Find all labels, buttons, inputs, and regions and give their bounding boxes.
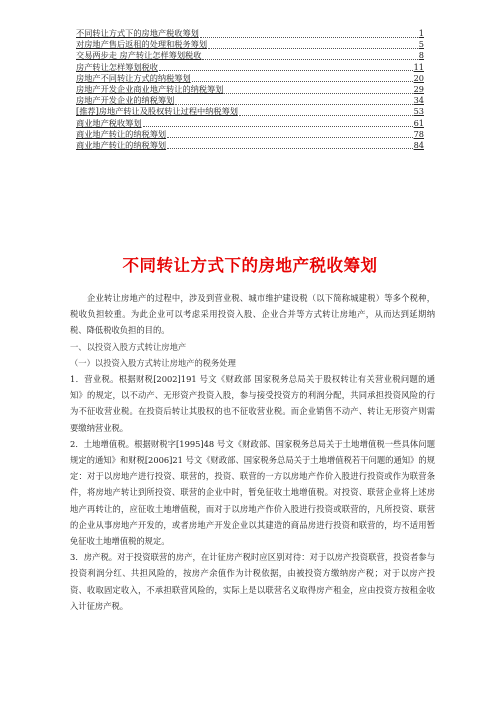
toc-entry-page[interactable]: 84 xyxy=(413,139,424,150)
toc-entry-page[interactable]: 29 xyxy=(413,83,424,94)
toc-entry[interactable] xyxy=(76,140,424,151)
toc-entry-page[interactable]: 78 xyxy=(413,128,424,139)
toc-entry-page[interactable]: 11 xyxy=(413,61,424,72)
toc-entry-title[interactable]: 房地产不同转让方式的纳税筹划 xyxy=(76,72,191,83)
toc-entry-page[interactable]: 8 xyxy=(418,50,424,61)
toc-leader-dots xyxy=(202,52,417,60)
toc-entry-page[interactable]: 20 xyxy=(413,72,424,83)
toc-entry[interactable] xyxy=(76,62,424,73)
table-of-contents xyxy=(76,28,424,151)
toc-entry-title[interactable]: 房地产开发企业商业地产转让的纳税筹划 xyxy=(76,83,224,94)
toc-leader-dots xyxy=(224,86,412,94)
document-title: 不同转让方式下的房地产税收筹划 xyxy=(122,256,378,275)
toc-entry-title[interactable]: 交易两步走 房产转让怎样筹划税收 xyxy=(76,50,202,61)
toc-entry-page[interactable]: 34 xyxy=(413,95,424,106)
toc-leader-dots xyxy=(167,141,413,149)
toc-entry-page[interactable]: 53 xyxy=(413,106,424,117)
toc-entry[interactable] xyxy=(76,106,424,117)
toc-entry[interactable] xyxy=(76,84,424,95)
toc-leader-dots xyxy=(208,41,418,49)
toc-entry-title[interactable]: 商业地产转让的纳税筹划 xyxy=(76,139,167,150)
paragraph-property-tax: 3．房产税。对于投资联营的房产，在计征房产税时应区别对待：对于以房产投资联营，投资者参与投资利润分红、共担风险的，按房产余值作为计税依据，由被投资方缴纳房产税；对于以房产投资、收取固定收入，不承担联营风险的，实际上是以联营名义取得房产租金，应由投资方按租金收入计征房产税。 xyxy=(70,552,435,611)
paragraph-business-tax: 1．营业税。根据财税[2002]191 号文《财政部 国家税务总局关于股权转让有关营业税问题的通知》的规定，以不动产、无形资产投资入股，参与接受投资方的利润分配，共同承担投资风险的行为不征收营业税。在投资后转让其股权的也不征收营业税。而企业销售不动产、转让无形资产则需要缴纳营业税。 xyxy=(70,374,435,433)
toc-entry[interactable] xyxy=(76,118,424,129)
toc-entry[interactable] xyxy=(76,39,424,50)
toc-entry-page[interactable]: 5 xyxy=(418,39,424,50)
toc-entry[interactable] xyxy=(76,73,424,84)
toc-leader-dots xyxy=(239,108,413,116)
toc-leader-dots xyxy=(200,30,418,38)
toc-entry[interactable] xyxy=(76,129,424,140)
toc-leader-dots xyxy=(167,130,413,138)
toc-entry-page[interactable]: 61 xyxy=(413,117,424,128)
toc-entry[interactable] xyxy=(76,95,424,106)
toc-leader-dots xyxy=(159,63,413,71)
intro-paragraph: 企业转让房地产的过程中，涉及到营业税、城市维护建设税（以下简称城建税）等多个税种，税收负担较重。为此企业可以考虑采用投资入股、企业合并等方式转让房地产，从而达到延期纳税、降低税收负担的目的。 xyxy=(70,293,435,336)
toc-entry-title[interactable]: 商业地产税收筹划 xyxy=(76,117,142,128)
toc-leader-dots xyxy=(175,97,412,105)
toc-entry-title[interactable]: 对房地产售后返租的处理和税务筹划 xyxy=(76,39,208,50)
section-heading: 一、以投资入股方式转让房地产 xyxy=(70,341,187,352)
paragraph-land-value-tax: 2．土地增值税。根据财税字[1995]48 号文《财政部、国家税务总局关于土地增值税一些具体问题规定的通知》和财税[2006]21 号文《财政部、国家税务总局关于土地增值税若干问题的通知》的规定：对于以房地产进行投资、联营的，投资、联营的一方以房地产作价入股进行投资或作为联营条件，将房地产转让到所投资、联营的企业中时，暂免征收土地增值税。对投资、联营企业将上述房地产再转让的，应征收土地增值税，而对于以房地产作价入股进行投资或联营的，凡所投资、联营的企业从事房地产开发的，或者房地产开发企业以其建造的商品房进行投资和联营的，均不适用暂免征收土地增值税的规定。 xyxy=(70,438,435,547)
toc-leader-dots xyxy=(143,119,413,127)
toc-entry-title[interactable]: [推荐]房地产转让及股权转让过程中纳税筹划 xyxy=(76,106,238,117)
toc-entry-title[interactable]: 商业地产转让的纳税筹划 xyxy=(76,128,167,139)
toc-entry-title[interactable]: 房地产开发企业的纳税筹划 xyxy=(76,95,175,106)
subsection-heading: （一）以投资入股方式转让房地产的税务处理 xyxy=(70,357,236,368)
toc-entry-title[interactable]: 不同转让方式下的房地产税收筹划 xyxy=(76,28,199,38)
toc-leader-dots xyxy=(192,74,413,82)
toc-entry[interactable] xyxy=(76,28,424,39)
toc-entry[interactable] xyxy=(76,50,424,61)
toc-entry-page[interactable]: 1 xyxy=(418,28,424,38)
toc-entry-title[interactable]: 房产转让怎样筹划税收 xyxy=(76,61,158,72)
document-body xyxy=(70,290,435,614)
